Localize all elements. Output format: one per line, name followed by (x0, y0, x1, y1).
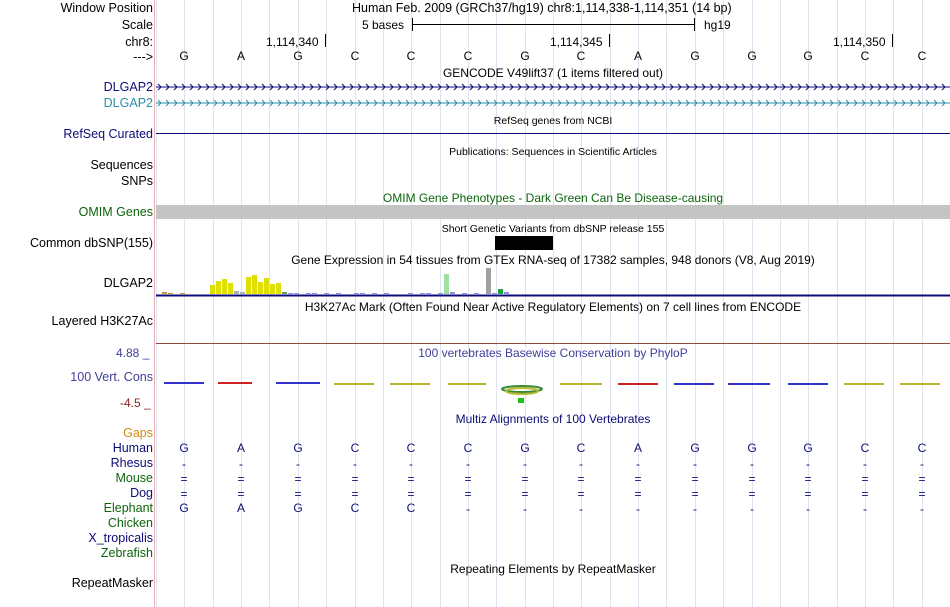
alignment-base: G (520, 441, 530, 455)
gtex-tissue-bar (360, 293, 365, 294)
omim-label[interactable]: OMIM Genes (78, 205, 153, 219)
species-label[interactable]: Dog (130, 486, 153, 500)
gtex-tissue-bar (162, 292, 167, 294)
alignment-base: G (803, 441, 813, 455)
alignment-base: C (350, 501, 360, 515)
chrom-label: chr8: (125, 35, 153, 49)
alignment-base: G (179, 441, 189, 455)
species-label[interactable]: Rhesus (110, 456, 153, 470)
alignment-base: = (464, 472, 472, 486)
alignment-base: = (861, 472, 869, 486)
alignment-base: - (409, 457, 413, 471)
position-tick-2 (609, 34, 610, 47)
alignment-base: - (693, 502, 697, 516)
alignment-base: G (179, 501, 189, 515)
position-tick-3 (892, 34, 893, 47)
conservation-min: -4.5 _ (120, 396, 151, 410)
alignment-base: = (407, 487, 415, 501)
base-letter: C (350, 49, 360, 63)
h3k27ac-label[interactable]: Layered H3K27Ac (51, 314, 153, 328)
alignment-base: = (351, 487, 359, 501)
species-label[interactable]: Elephant (103, 501, 153, 515)
snps-label[interactable]: SNPs (121, 174, 153, 188)
alignment-base: - (182, 457, 186, 471)
h3k27ac-title: H3K27Ac Mark (Often Found Near Active Regulatory Elements) on 7 cell lines from ENCODE (304, 300, 802, 314)
gtex-tissue-bar (492, 293, 497, 294)
gencode-item-1[interactable]: DLGAP2 (103, 80, 153, 94)
conservation-peak-marker (518, 398, 524, 403)
position-3: 1,114,350 (833, 35, 886, 49)
gtex-tissue-bar (450, 292, 455, 294)
gtex-title: Gene Expression in 54 tissues from GTEx RNA-seq of 17382 samples, 948 donors (V8, Aug 2019) (291, 253, 815, 267)
gtex-tissue-bar (180, 293, 185, 294)
alignment-base: - (523, 457, 527, 471)
alignment-base: = (521, 487, 529, 501)
gtex-tissue-bar (306, 293, 311, 294)
gtex-tissue-bar (462, 293, 467, 294)
alignment-base: C (917, 441, 927, 455)
gencode-item-2[interactable]: DLGAP2 (103, 96, 153, 110)
scale-label: Scale (121, 18, 153, 32)
base-letter: A (633, 49, 642, 63)
gtex-label[interactable]: DLGAP2 (103, 276, 153, 290)
species-label[interactable]: X_tropicalis (88, 531, 153, 545)
species-label[interactable]: Human (112, 441, 153, 455)
gtex-tissue-bar (354, 293, 359, 294)
gtex-tissue-bar (384, 293, 389, 294)
gtex-tissue-bar (426, 293, 431, 294)
alignment-base: - (693, 457, 697, 471)
alignment-base: - (806, 502, 810, 516)
alignment-base: = (861, 487, 869, 501)
sequences-label[interactable]: Sequences (90, 158, 153, 172)
position-1: 1,114,340 (266, 35, 319, 49)
gtex-tissue-bar (288, 293, 293, 294)
refseq-label[interactable]: RefSeq Curated (63, 127, 153, 141)
strand-label: ---> (133, 50, 153, 64)
gtex-tissue-bar (504, 292, 509, 294)
alignment-base: = (804, 472, 812, 486)
alignment-base: A (236, 441, 245, 455)
label-separator (154, 0, 155, 607)
conservation-max: 4.88 _ (116, 346, 150, 360)
alignment-base: G (690, 441, 700, 455)
gtex-tissue-bar (216, 281, 221, 294)
gtex-tissue-bar (264, 278, 269, 294)
position-tick-1 (325, 34, 326, 47)
base-letter: C (917, 49, 927, 63)
species-label[interactable]: Zebrafish (100, 546, 153, 560)
base-letter: G (747, 49, 757, 63)
alignment-base: - (863, 502, 867, 516)
alignment-base: - (466, 502, 470, 516)
alignment-base: = (691, 472, 699, 486)
alignment-base: = (748, 472, 756, 486)
scale-bar-right-tick (694, 18, 695, 31)
alignment-base: = (351, 472, 359, 486)
alignment-base: - (353, 457, 357, 471)
gtex-tissue-bar (282, 292, 287, 294)
alignment-base: = (577, 472, 585, 486)
species-label[interactable]: Mouse (115, 471, 153, 485)
gtex-tissue-bar (372, 293, 377, 294)
alignment-base: - (466, 457, 470, 471)
alignment-base: = (180, 472, 188, 486)
conservation-graph[interactable] (156, 376, 950, 406)
gtex-tissue-bar (486, 268, 491, 294)
base-letter: G (179, 49, 189, 63)
alignment-base: = (464, 487, 472, 501)
gtex-tissue-bar (408, 293, 413, 294)
conservation-title: 100 vertebrates Basewise Conservation by PhyloP (418, 346, 688, 360)
base-letter: G (803, 49, 813, 63)
alignment-base: C (406, 501, 416, 515)
gencode-transcript-2[interactable] (156, 98, 950, 108)
base-letter: A (236, 49, 245, 63)
refseq-line[interactable] (156, 133, 950, 134)
alignment-base: C (406, 441, 416, 455)
alignment-base: C (860, 441, 870, 455)
species-label[interactable]: Chicken (107, 516, 153, 530)
alignment-base: = (634, 472, 642, 486)
alignment-base: = (294, 487, 302, 501)
dbsnp-title: Short Genetic Variants from dbSNP release 155 (441, 223, 665, 235)
gtex-tissue-bar (312, 293, 317, 294)
alignment-base: A (236, 501, 245, 515)
gtex-tissue-bar (270, 284, 275, 294)
gtex-tissue-bar (240, 292, 245, 294)
omim-bar[interactable] (156, 205, 950, 219)
alignment-base: = (691, 487, 699, 501)
alignment-base: G (293, 501, 303, 515)
alignment-base: = (748, 487, 756, 501)
alignment-base: C (350, 441, 360, 455)
publications-title: Publications: Sequences in Scientific Articles (449, 146, 657, 158)
dbsnp-label[interactable]: Common dbSNP(155) (30, 236, 153, 250)
gencode-title: GENCODE V49lift37 (1 items filtered out) (442, 66, 664, 80)
alignment-base: A (633, 441, 642, 455)
gtex-tissue-bar (258, 282, 263, 294)
omim-title: OMIM Gene Phenotypes - Dark Green Can Be Disease-causing (382, 191, 724, 205)
alignment-base: = (804, 487, 812, 501)
gtex-tissue-bar (294, 293, 299, 294)
gtex-tissue-bar (210, 285, 215, 294)
gtex-tissue-bar (276, 283, 281, 294)
gtex-tissue-bar (222, 279, 227, 294)
repeatmasker-label[interactable]: RepeatMasker (71, 576, 153, 590)
gtex-tissue-bar (444, 274, 449, 294)
alignment-base: - (920, 502, 924, 516)
gtex-tissue-bar (246, 277, 251, 294)
gtex-tissue-bar (252, 275, 257, 294)
dbsnp-variant[interactable] (495, 236, 553, 250)
alignment-base: - (239, 457, 243, 471)
alignment-base: - (636, 457, 640, 471)
repeatmasker-title: Repeating Elements by RepeatMasker (450, 562, 656, 576)
base-letter: C (860, 49, 870, 63)
gtex-tissue-bar (324, 293, 329, 294)
gtex-tissue-bar (420, 293, 425, 294)
base-letter: G (520, 49, 530, 63)
window-position-label: Window Position (60, 1, 153, 15)
alignment-base: C (576, 441, 586, 455)
conservation-label[interactable]: 100 Vert. Cons (70, 370, 153, 384)
base-letter: C (463, 49, 473, 63)
alignment-base: - (806, 457, 810, 471)
alignment-base: = (634, 487, 642, 501)
alignment-base: = (237, 487, 245, 501)
h3k27ac-baseline (156, 343, 950, 344)
gtex-tissue-bar (474, 293, 479, 294)
alignment-base: - (750, 502, 754, 516)
scale-bar (412, 24, 695, 25)
alignment-base: - (863, 457, 867, 471)
alignment-base: C (463, 441, 473, 455)
alignment-base: - (750, 457, 754, 471)
scale-bar-left-tick (412, 18, 413, 31)
scale-bar-text: 5 bases (362, 18, 405, 32)
base-letter: G (293, 49, 303, 63)
base-letter: G (690, 49, 700, 63)
gencode-transcript-1[interactable] (156, 82, 950, 92)
alignment-base: - (636, 502, 640, 516)
gtex-tissue-bar (234, 291, 239, 294)
base-letter: C (576, 49, 586, 63)
alignment-base: - (579, 502, 583, 516)
gtex-tissue-bar (498, 289, 503, 294)
gtex-tissue-bar (228, 283, 233, 294)
gtex-tissue-bar (168, 293, 173, 294)
gaps-label[interactable]: Gaps (123, 426, 153, 440)
gtex-expression-bars[interactable] (156, 266, 950, 298)
alignment-base: = (180, 487, 188, 501)
alignment-base: - (579, 457, 583, 471)
alignment-base: - (920, 457, 924, 471)
alignment-base: = (407, 472, 415, 486)
position-2: 1,114,345 (550, 35, 603, 49)
assembly-label: hg19 (704, 18, 731, 32)
alignment-base: G (747, 441, 757, 455)
base-letter: C (406, 49, 416, 63)
alignment-base: = (521, 472, 529, 486)
window-position-value: Human Feb. 2009 (GRCh37/hg19) chr8:1,114,338-1,114,351 (14 bp) (352, 1, 732, 15)
alignment-base: = (918, 487, 926, 501)
alignment-base: - (523, 502, 527, 516)
alignment-base: = (237, 472, 245, 486)
alignment-base: - (296, 457, 300, 471)
alignment-base: = (918, 472, 926, 486)
alignment-base: G (293, 441, 303, 455)
multiz-title: Multiz Alignments of 100 Vertebrates (455, 412, 651, 426)
gtex-tissue-bar (438, 293, 443, 294)
alignment-base: = (577, 487, 585, 501)
gtex-tissue-bar (336, 293, 341, 294)
alignment-base: = (294, 472, 302, 486)
refseq-title: RefSeq genes from NCBI (493, 115, 613, 127)
